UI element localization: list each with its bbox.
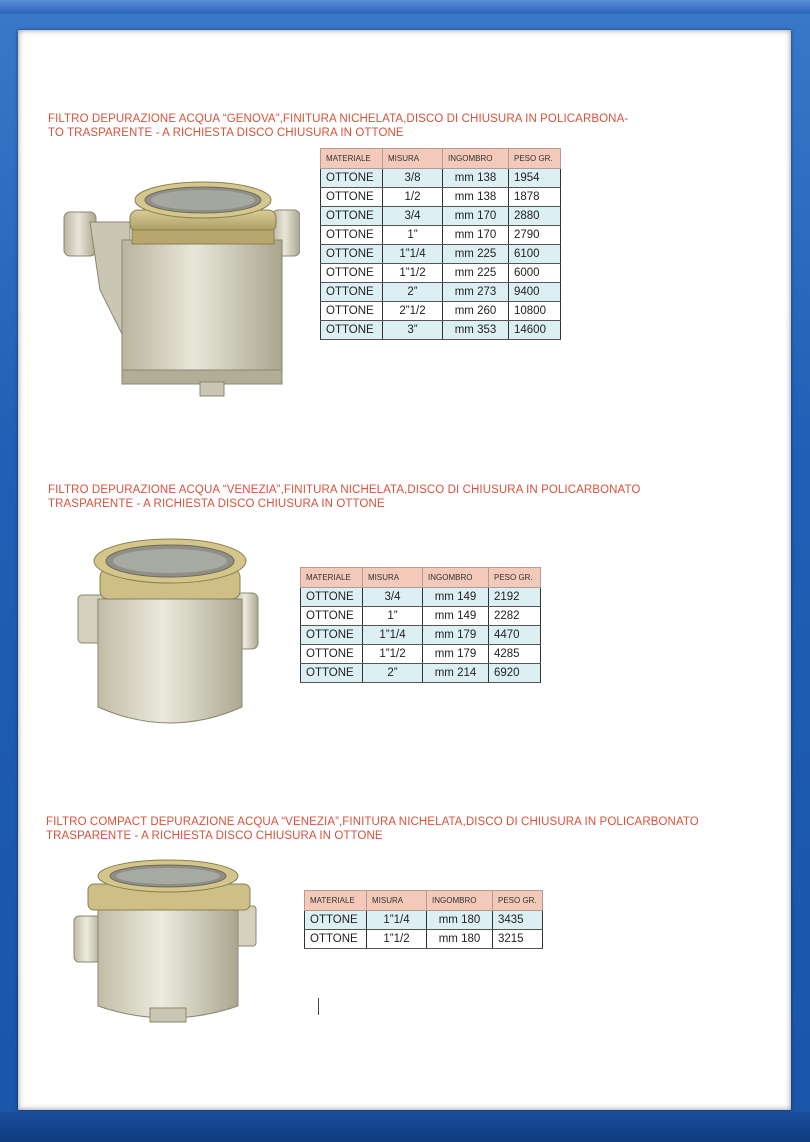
cell-ingombro: mm 138: [443, 169, 509, 188]
cell-ingombro: mm 170: [443, 226, 509, 245]
cell-materiale: OTTONE: [321, 321, 383, 340]
cell-misura: 1/2: [383, 188, 443, 207]
table-row: [301, 645, 541, 664]
cell-misura: 2”: [363, 664, 423, 683]
title-line: FILTRO DEPURAZIONE ACQUA “VENEZIA”,FINITURA NICHELATA,DISCO DI CHIUSURA IN POLICARBONATO: [48, 484, 641, 496]
cell-misura: 3”: [383, 321, 443, 340]
cell-ingombro: mm 225: [443, 264, 509, 283]
cell-peso: 3435: [493, 911, 543, 930]
cell-materiale: OTTONE: [321, 207, 383, 226]
cell-misura: 1”1/4: [383, 245, 443, 264]
cell-misura: 2”: [383, 283, 443, 302]
cell-materiale: OTTONE: [301, 645, 363, 664]
cell-materiale: OTTONE: [321, 226, 383, 245]
cell-ingombro: mm 149: [423, 588, 489, 607]
cell-peso: 6100: [509, 245, 561, 264]
genova-filter-image: [60, 170, 300, 400]
cell-misura: 1”: [383, 226, 443, 245]
column-header-ingombro: INGOMBRO: [427, 891, 493, 911]
column-header-misura: MISURA: [363, 568, 423, 588]
column-header-peso: PESO GR.: [489, 568, 541, 588]
cell-misura: 3/8: [383, 169, 443, 188]
cell-materiale: OTTONE: [305, 930, 367, 949]
table-row: [305, 930, 543, 949]
column-header-misura: MISURA: [367, 891, 427, 911]
cell-ingombro: mm 179: [423, 645, 489, 664]
cell-materiale: OTTONE: [321, 264, 383, 283]
cell-peso: 2880: [509, 207, 561, 226]
cell-misura: 1”: [363, 607, 423, 626]
table-header-row: [321, 149, 561, 169]
section-title-genova: [48, 112, 628, 140]
cell-ingombro: mm 225: [443, 245, 509, 264]
cell-ingombro: mm 170: [443, 207, 509, 226]
table-row: [301, 664, 541, 683]
cell-misura: 1”1/4: [363, 626, 423, 645]
table-row: [321, 245, 561, 264]
cell-peso: 10800: [509, 302, 561, 321]
compact-venezia-filter-image: [70, 858, 266, 1028]
cell-materiale: OTTONE: [301, 664, 363, 683]
cell-ingombro: mm 179: [423, 626, 489, 645]
column-header-materiale: MATERIALE: [301, 568, 363, 588]
cell-materiale: OTTONE: [321, 169, 383, 188]
cell-ingombro: mm 273: [443, 283, 509, 302]
cell-misura: 1”1/4: [367, 911, 427, 930]
cell-peso: 3215: [493, 930, 543, 949]
title-line: FILTRO DEPURAZIONE ACQUA “GENOVA”,FINITURA NICHELATA,DISCO DI CHIUSURA IN POLICARBONA-: [48, 113, 629, 125]
cell-peso: 2192: [489, 588, 541, 607]
table-row: [301, 626, 541, 645]
table-row: [301, 607, 541, 626]
scan-mark: [318, 998, 319, 1015]
cell-misura: 3/4: [383, 207, 443, 226]
cell-materiale: OTTONE: [321, 245, 383, 264]
cell-ingombro: mm 214: [423, 664, 489, 683]
title-line: FILTRO COMPACT DEPURAZIONE ACQUA “VENEZIA”,FINITURA NICHELATA,DISCO DI CHIUSURA IN POLICARBONATO: [46, 816, 699, 828]
cell-misura: 1”1/2: [383, 264, 443, 283]
venezia-filter-image: [76, 535, 266, 737]
window-frame-bottom: [0, 1112, 810, 1142]
cell-misura: 1”1/2: [363, 645, 423, 664]
column-header-ingombro: INGOMBRO: [423, 568, 489, 588]
cell-peso: 9400: [509, 283, 561, 302]
cell-peso: 6000: [509, 264, 561, 283]
column-header-peso: PESO GR.: [493, 891, 543, 911]
cell-misura: 3/4: [363, 588, 423, 607]
table-row: [321, 226, 561, 245]
window-frame-top: [0, 0, 810, 14]
column-header-peso: PESO GR.: [509, 149, 561, 169]
catalog-page: [18, 30, 791, 1110]
table-row: [321, 188, 561, 207]
cell-peso: 4285: [489, 645, 541, 664]
cell-misura: 2”1/2: [383, 302, 443, 321]
cell-materiale: OTTONE: [321, 302, 383, 321]
cell-materiale: OTTONE: [305, 911, 367, 930]
compact-venezia-spec-table: [304, 890, 543, 949]
cell-ingombro: mm 149: [423, 607, 489, 626]
cell-materiale: OTTONE: [321, 283, 383, 302]
column-header-materiale: MATERIALE: [321, 149, 383, 169]
cell-ingombro: mm 138: [443, 188, 509, 207]
table-row: [321, 321, 561, 340]
cell-peso: 2282: [489, 607, 541, 626]
table-row: [321, 302, 561, 321]
cell-materiale: OTTONE: [301, 607, 363, 626]
cell-peso: 6920: [489, 664, 541, 683]
table-row: [321, 264, 561, 283]
venezia-spec-table: [300, 567, 541, 683]
cell-peso: 4470: [489, 626, 541, 645]
column-header-materiale: MATERIALE: [305, 891, 367, 911]
table-row: [321, 283, 561, 302]
cell-peso: 1878: [509, 188, 561, 207]
cell-ingombro: mm 180: [427, 911, 493, 930]
genova-spec-table: [320, 148, 561, 340]
column-header-ingombro: INGOMBRO: [443, 149, 509, 169]
title-line: TRASPARENTE - A RICHIESTA DISCO CHIUSURA IN OTTONE: [46, 830, 383, 842]
cell-materiale: OTTONE: [301, 626, 363, 645]
column-header-misura: MISURA: [383, 149, 443, 169]
title-line: TRASPARENTE - A RICHIESTA DISCO CHIUSURA IN OTTONE: [48, 498, 385, 510]
table-row: [301, 588, 541, 607]
cell-ingombro: mm 260: [443, 302, 509, 321]
cell-materiale: OTTONE: [301, 588, 363, 607]
title-line: TO TRASPARENTE - A RICHIESTA DISCO CHIUSURA IN OTTONE: [48, 127, 404, 139]
table-row: [321, 169, 561, 188]
cell-peso: 14600: [509, 321, 561, 340]
section-title-compact-venezia: [46, 815, 699, 843]
cell-ingombro: mm 353: [443, 321, 509, 340]
table-row: [321, 207, 561, 226]
table-header-row: [301, 568, 541, 588]
cell-misura: 1”1/2: [367, 930, 427, 949]
section-title-venezia: [48, 483, 640, 511]
table-row: [305, 911, 543, 930]
cell-materiale: OTTONE: [321, 188, 383, 207]
cell-ingombro: mm 180: [427, 930, 493, 949]
cell-peso: 1954: [509, 169, 561, 188]
cell-peso: 2790: [509, 226, 561, 245]
table-header-row: [305, 891, 543, 911]
